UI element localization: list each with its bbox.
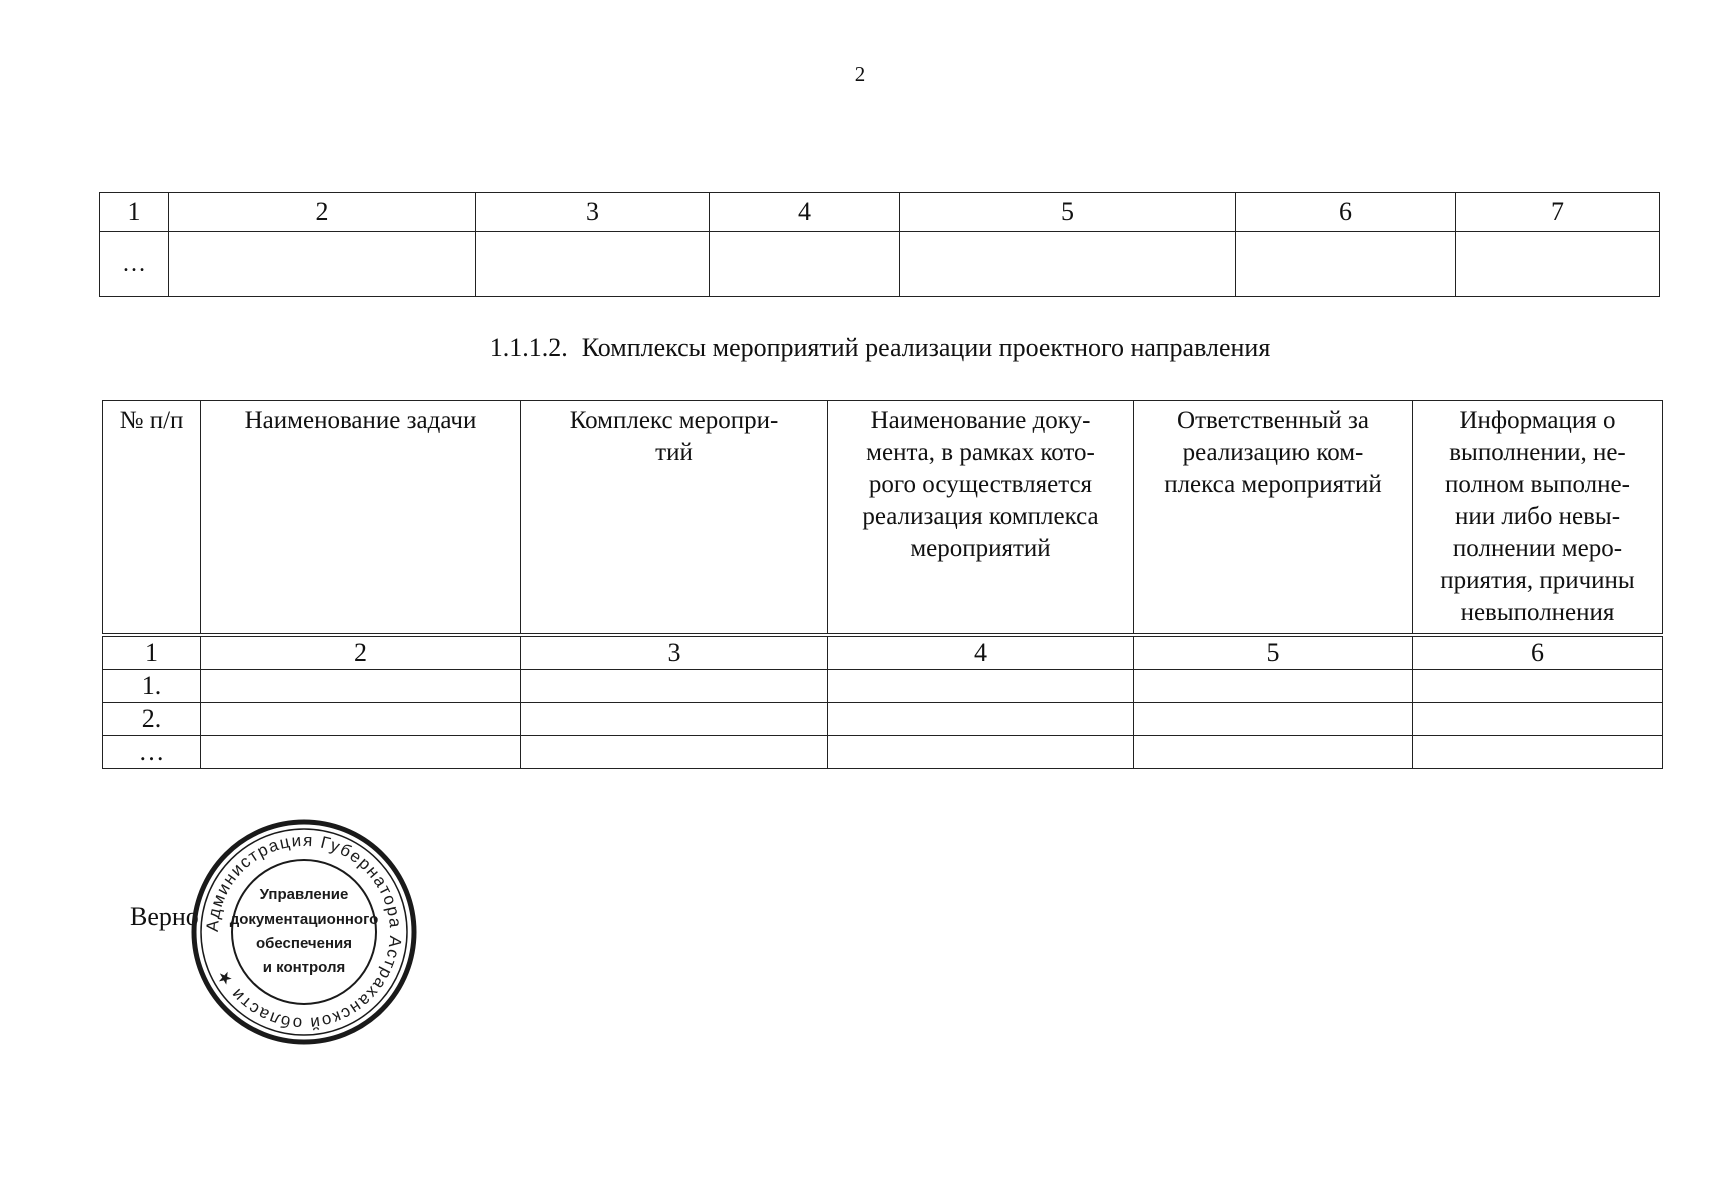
header-cell-number bbox=[103, 401, 201, 636]
section-title bbox=[100, 333, 1660, 363]
col-number-cell: 1 bbox=[103, 635, 201, 670]
top-table-col-number: 1 bbox=[100, 193, 169, 232]
top-table-col-number: 7 bbox=[1456, 193, 1660, 232]
col-number-cell: 2 bbox=[201, 635, 521, 670]
header-line: Наименование доку- bbox=[870, 407, 1091, 434]
header-line: невыполнения bbox=[1460, 599, 1615, 626]
table-cell bbox=[521, 670, 828, 703]
col-number-cell: 6 bbox=[1413, 635, 1663, 670]
header-line: плекса мероприятий bbox=[1164, 471, 1382, 498]
certification-label: Верно bbox=[130, 902, 199, 931]
measures-table bbox=[102, 400, 1663, 769]
stamp-outer-text: Администрация Губернатора Астраханской области ★ bbox=[202, 830, 406, 1034]
table-cell bbox=[521, 703, 828, 736]
header-cell-task bbox=[201, 401, 521, 636]
top-table-col-number: 6 bbox=[1236, 193, 1456, 232]
table-cell bbox=[1413, 670, 1663, 703]
top-table-cell bbox=[476, 232, 710, 297]
top-table-cell bbox=[1456, 232, 1660, 297]
table-cell bbox=[828, 736, 1134, 769]
table-cell bbox=[828, 670, 1134, 703]
top-table-cell bbox=[900, 232, 1236, 297]
header-line: Наименование задачи bbox=[244, 407, 477, 434]
top-table-cell bbox=[169, 232, 476, 297]
header-line: № п/п bbox=[119, 407, 184, 434]
table-cell bbox=[828, 703, 1134, 736]
top-table-col-number: 2 bbox=[169, 193, 476, 232]
official-stamp bbox=[190, 818, 418, 1046]
table-cell bbox=[201, 670, 521, 703]
header-cell-status-info bbox=[1413, 401, 1663, 636]
header-line: мероприятий bbox=[910, 535, 1051, 562]
col-number-cell: 3 bbox=[521, 635, 828, 670]
row-number-cell: 2. bbox=[103, 703, 201, 736]
stamp-inner-line: обеспечения bbox=[255, 935, 353, 952]
col-number-cell: 4 bbox=[828, 635, 1134, 670]
section-number: 1.1.1.2. bbox=[489, 333, 568, 362]
table-row bbox=[103, 736, 1663, 769]
row-number-cell: … bbox=[103, 736, 201, 769]
header-cell-document bbox=[828, 401, 1134, 636]
top-table-col-number: 4 bbox=[710, 193, 900, 232]
header-cell-measures bbox=[521, 401, 828, 636]
stamp-inner-line: и контроля bbox=[262, 959, 346, 976]
top-table-col-number: 3 bbox=[476, 193, 710, 232]
table-row bbox=[103, 670, 1663, 703]
top-table-cell bbox=[710, 232, 900, 297]
table-row bbox=[103, 703, 1663, 736]
table-cell bbox=[1134, 670, 1413, 703]
stamp-inner-line: Управление bbox=[259, 886, 349, 903]
table-cell bbox=[1413, 736, 1663, 769]
header-line: Комплекс меропри- bbox=[569, 407, 779, 434]
table-cell bbox=[1134, 703, 1413, 736]
table-cell bbox=[201, 703, 521, 736]
row-number-cell: 1. bbox=[103, 670, 201, 703]
section-title-text: Комплексы мероприятий реализации проектного направления bbox=[581, 333, 1271, 362]
header-line: Информация о bbox=[1459, 407, 1616, 434]
header-line: приятия, причины bbox=[1440, 567, 1635, 594]
stamp-inner-line: документационного bbox=[229, 911, 379, 928]
page-number: 2 bbox=[854, 62, 866, 86]
table-cell bbox=[521, 736, 828, 769]
table-cell bbox=[201, 736, 521, 769]
header-line: полном выполне- bbox=[1445, 471, 1630, 498]
table-cell bbox=[1134, 736, 1413, 769]
top-table-row-marker: … bbox=[100, 232, 169, 297]
header-cell-responsible bbox=[1134, 401, 1413, 636]
header-line: реализация комплекса bbox=[862, 503, 1099, 530]
header-line: Ответственный за bbox=[1177, 407, 1369, 434]
top-table bbox=[99, 192, 1660, 297]
col-number-cell: 5 bbox=[1134, 635, 1413, 670]
header-line: рого осуществляется bbox=[868, 471, 1093, 498]
header-line: мента, в рамках кото- bbox=[866, 439, 1095, 466]
header-line: нии либо невы- bbox=[1454, 503, 1621, 530]
header-line: выполнении, не- bbox=[1449, 439, 1626, 466]
header-line: тий bbox=[655, 439, 693, 466]
top-table-col-number: 5 bbox=[900, 193, 1236, 232]
top-table-cell bbox=[1236, 232, 1456, 297]
table-cell bbox=[1413, 703, 1663, 736]
header-line: полнении меро- bbox=[1452, 535, 1623, 562]
header-line: реализацию ком- bbox=[1182, 439, 1364, 466]
